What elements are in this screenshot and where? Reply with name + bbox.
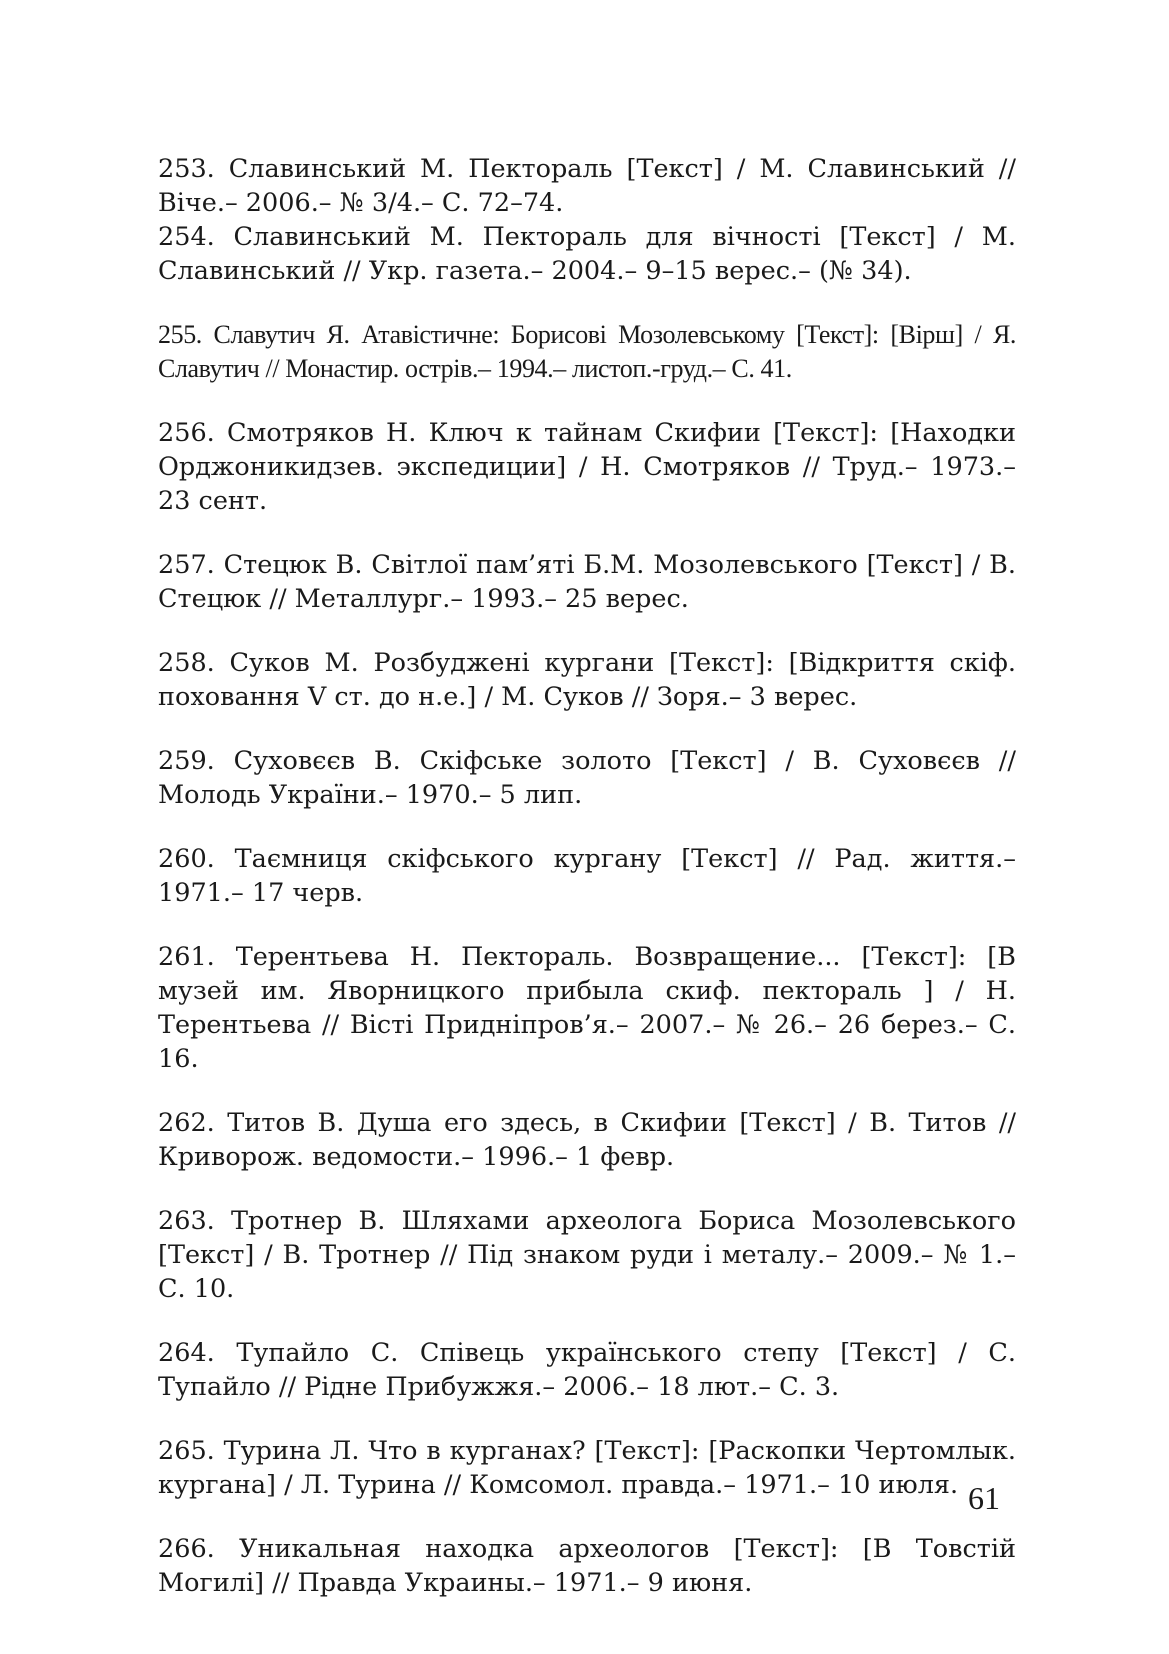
page-number: 61 <box>968 1480 1000 1516</box>
bibliography-entry-255: 255. Славутич Я. Атавістичне: Борисові Мозолевському [Текст]: [Вірш] / Я. Славутич // Монастир. острів.– 1994.– листоп.-груд.– С. 41. <box>158 320 1016 383</box>
bibliography-entry-263: 263. Тротнер В. Шляхами археолога Бориса Мозолевського [Текст] / В. Тротнер // Під знаком руди і металу.– 2009.– № 1.– С. 10. <box>158 1206 1016 1304</box>
bibliography-entry-264: 264. Тупайло С. Співець українського степу [Текст] / С. Тупайло // Рідне Прибужжя.– 2006.– 18 лют.– С. 3. <box>158 1338 1016 1402</box>
bibliography-entry-261: 261. Терентьева Н. Пектораль. Возвращение... [Текст]: [В музей им. Яворницкого прибыла скиф. пектораль ] / Н. Терентьева // Вісті Придніпров’я.– 2007.– № 26.– 26 берез.– С. 16. <box>158 942 1016 1074</box>
bibliography-entry-256: 256. Смотряков Н. Ключ к тайнам Скифии [Текст]: [Находки Орджоникидзев. экспедиции] / Н. Смотряков // Труд.– 1973.– 23 сент. <box>158 418 1016 516</box>
bibliography-entry-254: 254. Славинський М. Пектораль для вічності [Текст] / М. Славинський // Укр. газета.– 2004.– 9–15 верес.– (№ 34). <box>158 222 1016 286</box>
bibliography-entry-258: 258. Суков М. Розбуджені кургани [Текст]: [Відкриття скіф. поховання V ст. до н.е.] / М. Суков // Зоря.– 3 верес. <box>158 648 1016 712</box>
bibliography-entry-265: 265. Турина Л. Что в курганах? [Текст]: [Раскопки Чертомлык. кургана] / Л. Турина // Комсомол. правда.– 1971.– 10 июля. <box>158 1436 1016 1500</box>
bibliography-entry-260: 260. Таємниця скіфського кургану [Текст] // Рад. життя.– 1971.– 17 черв. <box>158 844 1016 908</box>
bibliography-entry-259: 259. Суховєєв В. Скіфське золото [Текст] / В. Суховєєв // Молодь України.– 1970.– 5 лип. <box>158 746 1016 810</box>
bibliography-entry-262: 262. Титов В. Душа его здесь, в Скифии [Текст] / В. Титов // Криворож. ведомости.– 1996.– 1 февр. <box>158 1108 1016 1172</box>
bibliography-entry-257: 257. Стецюк В. Світлої пам’яті Б.М. Мозолевського [Текст] / В. Стецюк // Металлург.– 1993.– 25 верес. <box>158 550 1016 614</box>
bibliography-entry-266: 266. Уникальная находка археологов [Текст]: [В Товстій Могилі] // Правда Украины.– 1971.– 9 июня. <box>158 1534 1016 1598</box>
bibliography-list <box>158 152 1016 1600</box>
bibliography-entry-253: 253. Славинський М. Пектораль [Текст] / М. Славинський // Віче.– 2006.– № 3/4.– С. 72–74. <box>158 154 1016 218</box>
